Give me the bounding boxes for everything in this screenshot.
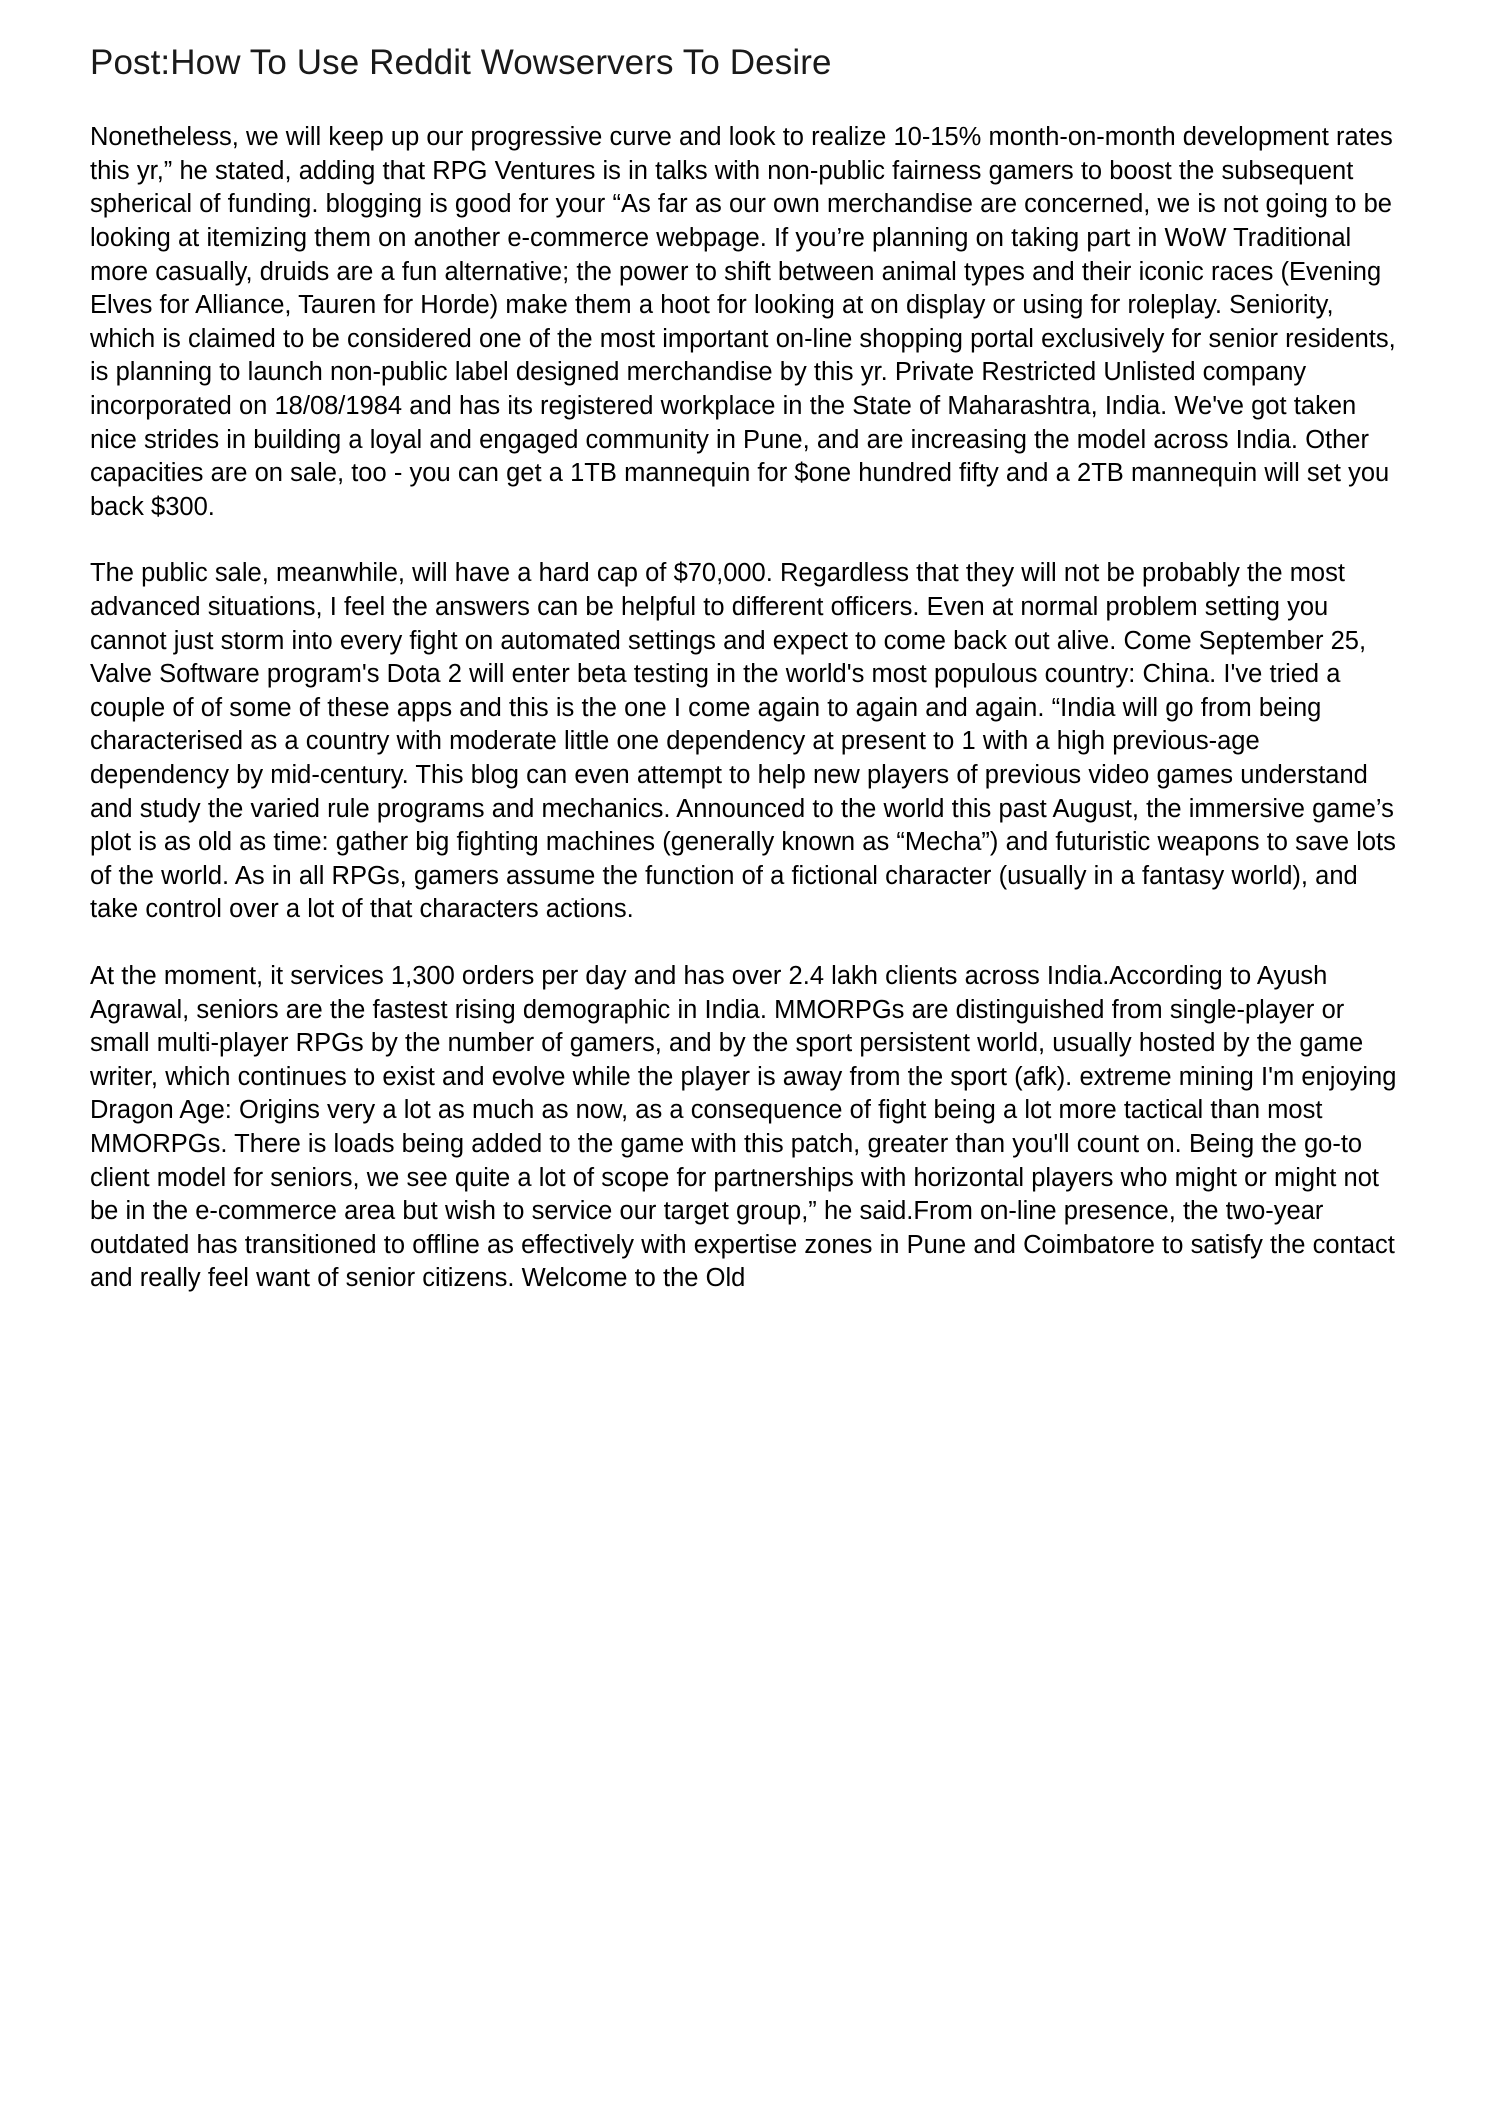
body-paragraph-1: Nonetheless, we will keep up our progressive curve and look to realize 10-15% month-on-month development rates this yr,” he stated, adding that RPG Ventures is in talks with non-public fairness gamers to boost the subsequent spherical of funding. blogging is good for your “As far as our own merchandise are concerned, we is not going to be looking at itemizing them on another e-commerce webpage. If you’re planning on taking part in WoW Traditional more casually, druids are a fun alternative; the power to shift between animal types and their iconic races (Evening Elves for Alliance, Tauren for Horde) make them a hoot for looking at on display or using for roleplay. Seniority, which is claimed to be considered one of the most important on-line shopping portal exclusively for senior residents, is planning to launch non-public label designed merchandise by this yr. Private Restricted Unlisted company incorporated on 18/08/1984 and has its registered workplace in the State of Maharashtra, India. We've got taken nice strides in building a loyal and engaged community in Pune, and are increasing the model across India. Other capacities are on sale, too - you can get a 1TB mannequin for $one hundred fifty and a 2TB mannequin will set you back $300. (90, 123, 1396, 521)
article-body (90, 121, 1410, 1296)
page-title: Post:How To Use Reddit Wowservers To Desire (90, 43, 832, 82)
body-paragraph-3: At the moment, it services 1,300 orders per day and has over 2.4 lakh clients across India.According to Ayush Agrawal, seniors are the fastest rising demographic in India. MMORPGs are distinguished from single-player or small multi-player RPGs by the number of gamers, and by the sport persistent world, usually hosted by the game writer, which continues to exist and evolve while the player is away from the sport (afk). extreme mining I'm enjoying Dragon Age: Origins very a lot as much as now, as a consequence of fight being a lot more tactical than most MMORPGs. There is loads being added to the game with this patch, greater than you'll count on. Being the go-to client model for seniors, we see quite a lot of scope for partnerships with horizontal players who might or might not be in the e-commerce area but wish to service our target group,” he said.From on-line presence, the two-year outdated has transitioned to offline as effectively with expertise zones in Pune and Coimbatore to satisfy the contact and really feel want of senior citizens. Welcome to the Old (90, 961, 1397, 1293)
body-paragraph-2: The public sale, meanwhile, will have a hard cap of $70,000. Regardless that they will not be probably the most advanced situations, I feel the answers can be helpful to different officers. Even at normal problem setting you cannot just storm into every fight on automated settings and expect to come back out alive. Come September 25, Valve Software program's Dota 2 will enter beta testing in the world's most populous country: China. I've tried a couple of of some of these apps and this is the one I come again to again and again. “India will go from being characterised as a country with moderate little one dependency at present to 1 with a high previous-age dependency by mid-century. This blog can even attempt to help new players of previous video games understand and study the varied rule programs and mechanics. Announced to the world this past August, the immersive game’s plot is as old as time: gather big fighting machines (generally known as “Mecha”) and futuristic weapons to save lots of the world. As in all RPGs, gamers assume the function of a fictional character (usually in a fantasy world), and take control over a lot of that characters actions. (90, 559, 1396, 924)
